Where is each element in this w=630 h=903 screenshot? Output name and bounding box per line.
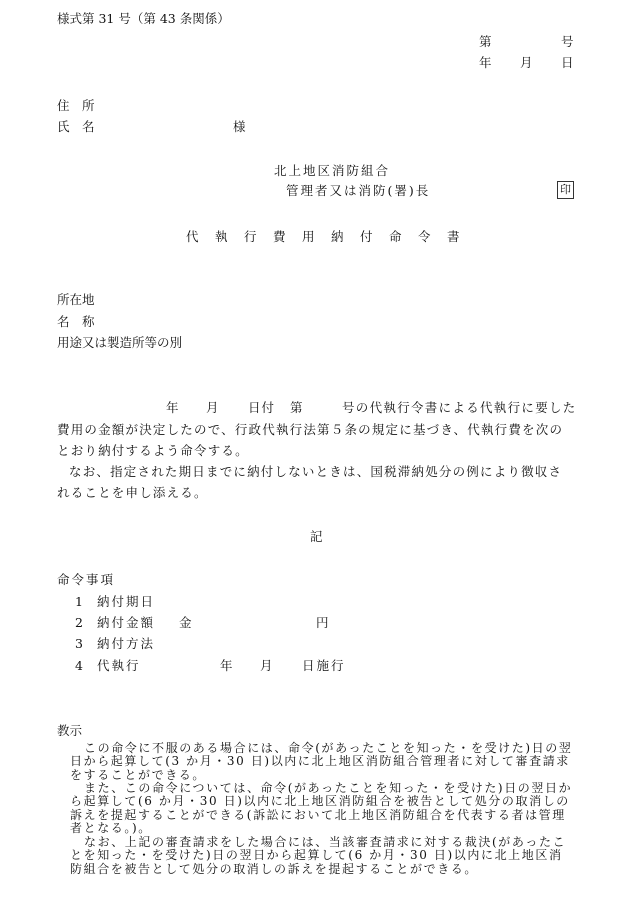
address-label: 住 所 [57,98,95,113]
issuer-title: 管理者又は消防(署)長 [286,183,431,198]
order-item-label: 代執行 [97,658,141,673]
doc-number-suffix: 号 [561,34,574,49]
order-items-heading: 命令事項 [57,572,116,587]
date-year: 年 [479,55,492,70]
execution-day-suffix: 日施行 [302,658,346,673]
execution-month: 月 [260,658,273,673]
date-day: 日 [561,55,574,70]
target-name-label: 名 称 [57,314,95,329]
title-char: 命 [389,229,402,244]
title-char: 書 [447,229,460,244]
title-char: 納 [331,229,344,244]
title-char: 付 [360,229,373,244]
amount-suffix: 円 [316,615,329,630]
order-item-label: 納付方法 [97,636,156,651]
issuer-organization: 北上地区消防組合 [274,163,391,178]
title-char: 行 [244,229,257,244]
amount-prefix: 金 [179,615,192,630]
title-char: 用 [302,229,315,244]
name-label: 氏 名 [57,119,95,134]
instruction-heading: 教示 [57,723,83,738]
ki-heading: 記 [310,529,323,544]
form-number-header: 様式第 31 号（第 43 条関係） [57,11,230,26]
honorific-sama: 様 [233,119,246,134]
seal-box: 印 [557,181,574,199]
order-item-label: 納付期日 [97,594,156,609]
order-item-label: 納付金額 [97,615,156,630]
title-char: 令 [418,229,431,244]
body-number-prefix: 第 [290,400,303,415]
body-year: 年 [166,400,179,415]
body-month: 月 [206,400,219,415]
order-item-num: 3 [75,636,83,651]
location-label: 所在地 [57,292,95,307]
instruction-paragraph-2: また、この命令については、命令(があったことを知った・を受けた)日の翌日から起算して(6 か月・30 日)以内に北上地区消防組合を被告として処分の取消しの訴えを提起することができる(訴訟において北上地区消防組合を代表する者は管理者となる。)。 [70,781,573,835]
execution-year: 年 [220,658,233,673]
usage-label: 用途又は製造所等の別 [57,335,183,350]
order-item-num: 1 [75,594,83,609]
title-char: 執 [215,229,228,244]
body-line1-rest: 号の代執行令書による代執行に要した [342,400,577,415]
title-char: 代 [186,229,199,244]
body-paragraph-2: なお、指定された期日までに納付しないときは、国税滞納処分の例により徴収されることを申し添える。 [57,464,563,500]
date-month: 月 [520,55,533,70]
instruction-paragraph-3: なお、上記の審査請求をした場合には、当該審査請求に対する裁決(があったことを知った・を受けた)日の翌日から起算して(6 か月・30 日)以内に北上地区消防組合を被告として処分の取消しの訴えを提起することができる。 [70,835,567,876]
order-item-num: 2 [75,615,83,630]
title-char: 費 [273,229,286,244]
instruction-paragraph-1: この命令に不服のある場合には、命令(があったことを知った・を受けた)日の翌日から起算して(3 か月・30 日)以内に北上地区消防組合管理者に対して審査請求をすることができる。 [70,741,573,782]
doc-number-prefix: 第 [479,34,492,49]
body-paragraph-1: 費用の金額が決定したので、行政代執行法第５条の規定に基づき、代執行費を次のとおり納付するよう命令する。 [57,422,564,458]
order-item-num: 4 [75,658,83,673]
body-day-dated: 日付 [248,400,276,415]
document-title [186,231,476,244]
